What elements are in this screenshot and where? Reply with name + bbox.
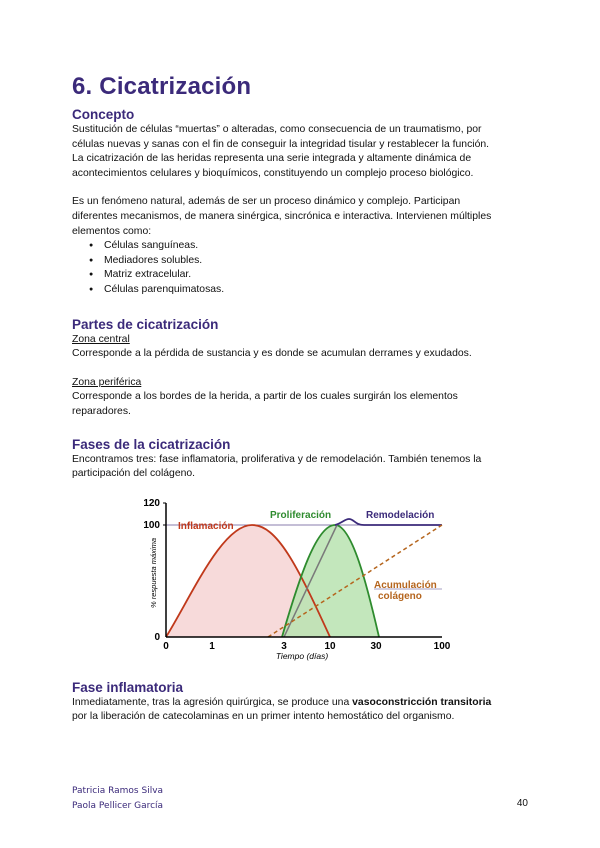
x-tick-label: 100	[433, 640, 451, 652]
text-line: La cicatrización de las heridas representa una serie integrada y altamente dinámica de	[72, 153, 472, 165]
x-tick-label: 10	[324, 640, 336, 652]
concepto-paragraph-1	[72, 123, 532, 181]
page-number: 40	[516, 798, 528, 809]
x-tick-label: 1	[209, 640, 215, 652]
x-axis-title: Tiempo (días)	[275, 650, 329, 661]
text-line: acontecimientos celulares y bioquímicos, constituyendo un complejo proceso biológico.	[72, 167, 474, 179]
label-colageno: colágeno	[378, 590, 422, 602]
footer-authors	[72, 784, 163, 814]
text-line: por la liberación de catecolaminas en un primer intento hemostático del organismo.	[72, 711, 455, 723]
x-tick-label: 30	[370, 640, 382, 652]
text-line: Es un fenómeno natural, además de ser un proceso dinámico y complejo. Participan	[72, 196, 461, 208]
text-line: Encontramos tres: fase inflamatoria, proliferativa y de remodelación. También tenemos la	[72, 453, 482, 465]
y-axis-title: % respuesta máxima	[149, 537, 158, 608]
document-page	[72, 72, 532, 725]
label-remodelacion: Remodelación	[366, 509, 435, 521]
text-line: diferentes mecanismos, de manera sinérgica, sincrónica e interactiva. Intervienen múltiples	[72, 210, 492, 222]
text-line: participación del colágeno.	[72, 468, 196, 480]
fase-inflamatoria-paragraph	[72, 696, 532, 725]
label-proliferacion: Proliferación	[270, 509, 332, 521]
text-line: células nuevas y sanas con el fin de conseguir la integridad tisular y restablecer la función.	[72, 138, 490, 150]
text-line: elementos como:	[72, 225, 152, 237]
section-heading-fase-inflamatoria: Fase inflamatoria	[72, 679, 184, 695]
list-item: ● Células parenquimatosas.	[92, 283, 532, 298]
y-tick-label: 0	[154, 631, 160, 643]
zona-periferica-label: Zona periférica	[72, 376, 142, 388]
elements-list	[72, 239, 532, 297]
list-item: ● Mediadores solubles.	[92, 254, 532, 269]
footer-author: Patricia Ramos Silva	[72, 786, 164, 796]
section-heading-concepto: Concepto	[72, 107, 135, 122]
label-inflamacion: Inflamación	[178, 520, 234, 532]
x-tick-label: 3	[281, 640, 287, 652]
y-tick-label: 120	[143, 497, 160, 509]
text-line: Inmediatamente, tras la agresión quirúrgica, se produce una	[72, 696, 353, 708]
page-title: 6. Cicatrización	[72, 73, 252, 100]
zona-central-label: Zona central	[72, 333, 130, 345]
list-item: ● Matriz extracelular.	[92, 268, 532, 283]
text-line: Sustitución de células “muertas” o alteradas, como consecuencia de un traumatismo, por	[72, 124, 482, 135]
label-acumulacion: Acumulación	[374, 579, 437, 591]
footer-author: Paola Pellicer García	[72, 801, 164, 811]
text-line: Corresponde a los bordes de la herida, a partir de los cuales surgirán los elementos	[72, 391, 458, 403]
healing-phases-chart	[72, 485, 532, 671]
x-tick-label: 0	[163, 640, 169, 652]
section-heading-partes: Partes de cicatrización	[72, 316, 219, 332]
zona-periferica-text	[72, 390, 532, 419]
section-heading-fases: Fases de la cicatrización	[72, 436, 231, 452]
text-line: reparadores.	[72, 405, 131, 417]
zona-central-text: Corresponde a la pérdida de sustancia y es donde se acumulan derrames y exudados.	[72, 348, 472, 360]
fases-paragraph	[72, 453, 532, 482]
bold-term: vasoconstricción transitoria	[352, 696, 492, 708]
y-tick-label: 100	[143, 519, 160, 531]
concepto-paragraph-2	[72, 195, 532, 239]
list-item: ● Células sanguíneas.	[92, 239, 532, 254]
